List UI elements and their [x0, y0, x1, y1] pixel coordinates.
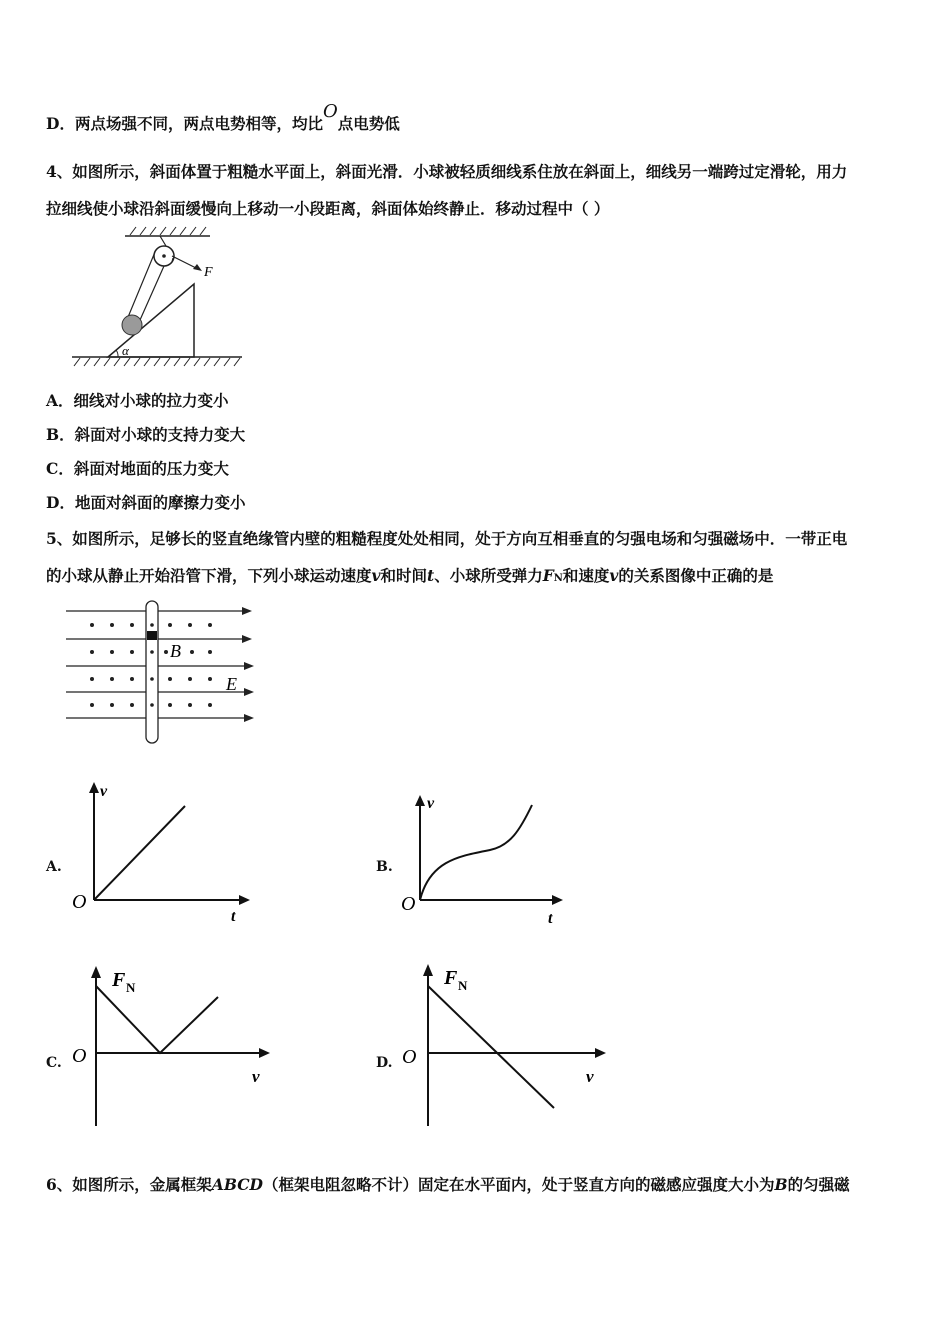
- label-e: E: [226, 674, 237, 694]
- svg-text:t: t: [548, 910, 553, 927]
- q5-line2: 的小球从静止开始沿管下滑，下列小球运动速度v和时间t、小球所受弹力FN和速度v的关系图像中正确的是: [46, 566, 774, 585]
- svg-text:F: F: [112, 969, 126, 991]
- symbol-o: O: [322, 101, 338, 122]
- charged-ball: [147, 631, 157, 640]
- q4-option-d: D．地面对斜面的摩擦力变小: [46, 493, 246, 512]
- svg-text:O: O: [72, 891, 87, 913]
- angle-label: α: [122, 343, 129, 358]
- graph-d-line: [428, 986, 554, 1108]
- svg-text:v: v: [100, 783, 108, 800]
- svg-text:v: v: [427, 795, 435, 812]
- graph-a-option: A.: [46, 859, 62, 875]
- graph-a-line: [94, 806, 185, 900]
- svg-text:N: N: [458, 978, 468, 993]
- graph-b: [400, 790, 580, 930]
- graph-d-option: D.: [376, 1055, 393, 1071]
- q5-line1: 5、如图所示，足够长的竖直绝缘管内壁的粗糙程度处处相同，处于方向互相垂直的匀强电场和匀强磁场中．一带正电: [46, 529, 848, 548]
- svg-text:v: v: [252, 1067, 260, 1086]
- graph-c-option: C.: [46, 1055, 62, 1071]
- svg-text:O: O: [401, 893, 416, 915]
- graph-c-line: [96, 986, 218, 1053]
- svg-text:N: N: [126, 980, 136, 995]
- svg-text:t: t: [231, 908, 236, 925]
- graph-a: [70, 780, 260, 930]
- q4-line1: 4、如图所示，斜面体置于粗糙水平面上，斜面光滑．小球被轻质细线系住放在斜面上，细线另一端跨过定滑轮，用力: [46, 162, 848, 181]
- q4-line2: 拉细线使小球沿斜面缓慢向上移动一小段距离，斜面体始终静止．移动过程中（ ）: [46, 199, 610, 218]
- svg-text:F: F: [444, 967, 458, 989]
- insulating-tube: [146, 601, 158, 743]
- q5-field-figure: [60, 597, 260, 747]
- graph-c: [70, 960, 280, 1130]
- svg-text:v: v: [586, 1067, 594, 1086]
- svg-text:O: O: [72, 1045, 87, 1067]
- prev-option-d: D．两点场强不同，两点电势相等，均比O点电势低: [46, 101, 400, 133]
- svg-text:O: O: [402, 1046, 417, 1068]
- q6-line1: 6、如图所示，金属框架ABCD（框架电阻忽略不计）固定在水平面内，处于竖直方向的磁感应强度大小为B的匀强磁: [46, 1175, 850, 1194]
- q4-incline-figure: [60, 222, 250, 372]
- q4-option-a: A．细线对小球的拉力变小: [46, 391, 229, 410]
- q4-option-b: B．斜面对小球的支持力变大: [46, 425, 246, 444]
- ball: [122, 315, 142, 335]
- force-label: F: [204, 265, 213, 280]
- label-b: B: [170, 641, 181, 661]
- q4-option-c: C．斜面对地面的压力变大: [46, 459, 229, 478]
- graph-d: [400, 958, 620, 1128]
- graph-b-option: B.: [376, 859, 393, 875]
- graph-b-curve: [420, 805, 532, 900]
